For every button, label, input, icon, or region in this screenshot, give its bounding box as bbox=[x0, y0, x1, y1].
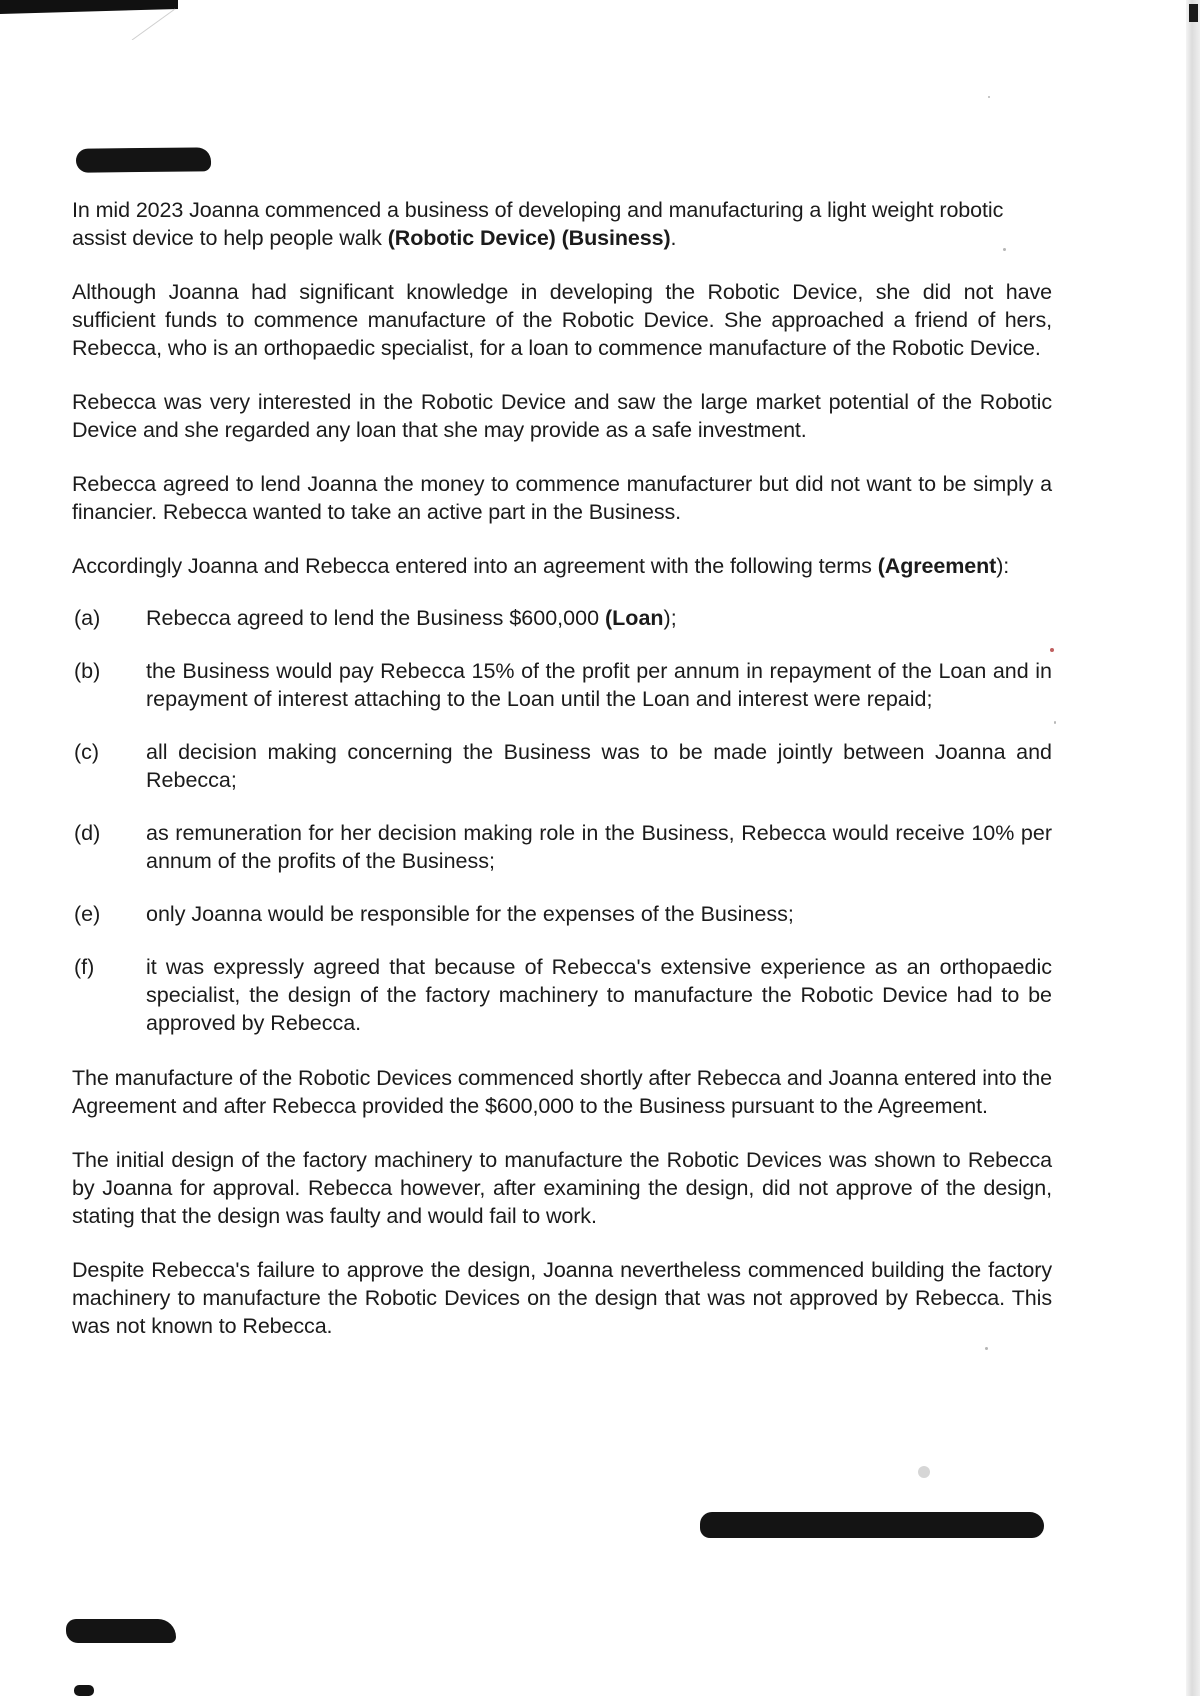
document-body bbox=[72, 196, 1052, 1366]
paragraph-building-commenced: Despite Rebecca's failure to approve the design, Joanna nevertheless commenced building the factory machinery to manufacture the Robotic Devices on the design that was not approved by Rebecca. This was not known to Rebecca. bbox=[72, 1258, 1052, 1338]
defined-term-business: (Business) bbox=[561, 226, 671, 250]
scan-corner-shadow bbox=[0, 0, 178, 40]
paragraph-text: In mid 2023 Joanna commenced a business of developing and manufacturing a light weight robotic assist device to help people walk bbox=[72, 198, 1004, 250]
agreement-term-d bbox=[72, 819, 1052, 875]
defined-term-paren-open: ( bbox=[877, 554, 885, 578]
agreement-term-a bbox=[72, 604, 1052, 632]
redacted-mark bbox=[74, 1685, 94, 1696]
term-label: (e) bbox=[74, 902, 101, 926]
scan-speck bbox=[988, 96, 990, 98]
paragraph-text: Accordingly Joanna and Rebecca entered into an agreement with the following terms bbox=[72, 554, 878, 578]
paragraph-rebecca-interest: Rebecca was very interested in the Robotic Device and saw the large market potential of the Robotic Device and she regarded any loan that she may provide as a safe investment. bbox=[72, 390, 1052, 442]
defined-term-agreement: Agreement bbox=[884, 554, 997, 578]
scan-edge-shadow bbox=[1186, 0, 1200, 1696]
paragraph-agreement-intro bbox=[72, 552, 1052, 580]
term-text: it was expressly agreed that because of Rebecca's extensive experience as an orthopaedic specialist, the design of the factory machinery to manufacture the Robotic Device had to be approved by Rebecca. bbox=[146, 955, 1052, 1035]
agreement-term-f bbox=[72, 953, 1052, 1037]
term-label: (f) bbox=[74, 955, 95, 979]
paragraph-active-part: Rebecca agreed to lend Joanna the money to commence manufacturer but did not want to be simply a financier. Rebecca wanted to take an active part in the Business. bbox=[72, 472, 1052, 524]
paragraph-loan-request: Although Joanna had significant knowledge in developing the Robotic Device, she did not have sufficient funds to commence manufacture of the Robotic Device. She approached a friend of hers, Rebecca, who is an orthopaedic specialist, for a loan to commence manufacture of the Robotic Device. bbox=[72, 280, 1052, 360]
defined-term-paren-open: ( bbox=[605, 606, 613, 630]
term-label: (d) bbox=[74, 821, 101, 845]
term-text bbox=[146, 604, 1052, 632]
punctuation: . bbox=[670, 226, 677, 250]
term-text: the Business would pay Rebecca 15% of the profit per annum in repayment of the Loan and in repayment of interest attaching to the Loan until the Loan and interest were repaid; bbox=[146, 659, 1052, 711]
term-label: (c) bbox=[74, 740, 100, 764]
term-text: only Joanna would be responsible for the expenses of the Business; bbox=[146, 902, 794, 926]
paragraph-manufacture-commenced: The manufacture of the Robotic Devices commenced shortly after Rebecca and Joanna entered into the Agreement and after Rebecca provided the $600,000 to the Business pursuant to the Agreement. bbox=[72, 1066, 1052, 1118]
scan-speck bbox=[1050, 648, 1054, 652]
agreement-term-c bbox=[72, 738, 1052, 794]
agreement-term-e bbox=[72, 900, 1052, 928]
redacted-continuation-note bbox=[700, 1512, 1044, 1538]
scan-speck bbox=[1003, 248, 1006, 251]
scan-speck bbox=[918, 1466, 930, 1478]
defined-term-robotic-device: (Robotic Device) bbox=[387, 226, 556, 250]
paragraph-business-intro bbox=[72, 196, 1052, 252]
term-body: Rebecca agreed to lend the Business $600,000 bbox=[146, 606, 605, 630]
defined-term-loan: Loan bbox=[612, 606, 664, 630]
redacted-page-number bbox=[66, 1619, 176, 1643]
defined-term-paren-close: ); bbox=[663, 606, 677, 630]
paragraph-design-rejected: The initial design of the factory machinery to manufacture the Robotic Devices was shown to Rebecca by Joanna for approval. Rebecca however, after examining the design, did not approve of the design, stating that the design was faulty and would fail to work. bbox=[72, 1148, 1052, 1228]
scan-speck bbox=[985, 1347, 988, 1350]
redacted-question-heading bbox=[76, 147, 211, 172]
agreement-term-b bbox=[72, 657, 1052, 713]
term-label: (b) bbox=[74, 659, 101, 683]
term-label: (a) bbox=[74, 606, 101, 630]
term-text: as remuneration for her decision making role in the Business, Rebecca would receive 10% per annum of the profits of the Business; bbox=[146, 821, 1052, 873]
defined-term-paren-close: ): bbox=[996, 554, 1010, 578]
scan-speck bbox=[1054, 721, 1056, 724]
term-text: all decision making concerning the Business was to be made jointly between Joanna and Rebecca; bbox=[146, 740, 1052, 792]
